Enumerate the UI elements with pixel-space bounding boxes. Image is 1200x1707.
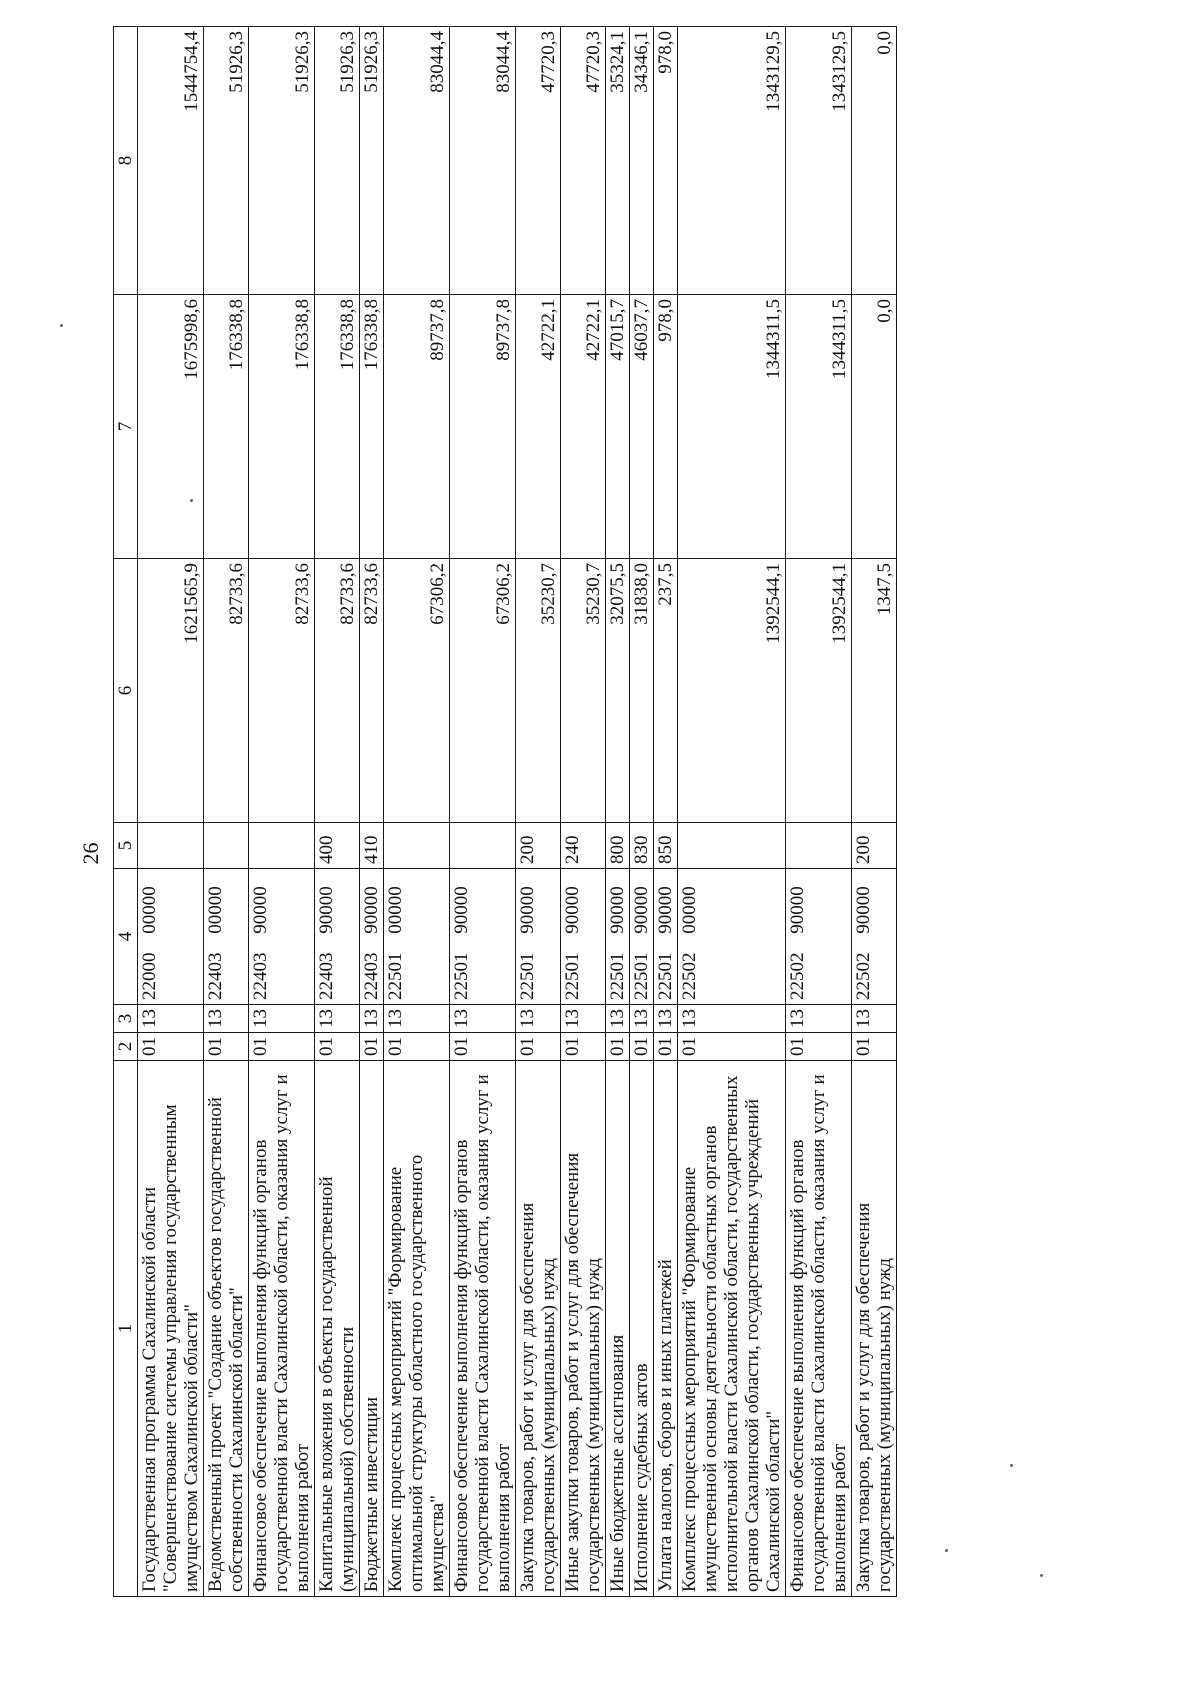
amount-col7-cell: 89737,8 <box>384 295 450 559</box>
row-name-cell: Иные бюджетные ассигнования <box>606 1061 630 1597</box>
row-name-cell: Финансовое обеспечение выполнения функций органов государственной власти Сахалинской области, оказания услуг и выполнения работ <box>786 1061 852 1597</box>
column-header: 7 <box>114 295 138 559</box>
amount-col7-cell: 89737,8 <box>450 295 516 559</box>
table-row <box>450 27 516 1597</box>
amount-col6-cell: 1347,5 <box>852 559 897 823</box>
section-code-cell: 01 <box>204 1033 249 1061</box>
target-article-cell: 22403 00000 <box>204 869 249 1005</box>
subsection-code-cell: 13 <box>852 1005 897 1033</box>
target-article-cell: 22501 90000 <box>606 869 630 1005</box>
expense-type-cell: 830 <box>630 823 654 869</box>
section-code-cell: 01 <box>249 1033 315 1061</box>
row-name-cell: Финансовое обеспечение выполнения функций органов государственной власти Сахалинской области, оказания услуг и выполнения работ <box>450 1061 516 1597</box>
amount-col8-cell: 1544754,4 <box>138 27 204 295</box>
subsection-code-cell: 13 <box>384 1005 450 1033</box>
amount-col7-cell: 978,0 <box>654 295 678 559</box>
amount-col8-cell: 51926,3 <box>249 27 315 295</box>
target-article-cell: 22403 90000 <box>360 869 384 1005</box>
section-code-cell: 01 <box>654 1033 678 1061</box>
amount-col8-cell: 51926,3 <box>360 27 384 295</box>
section-code-cell: 01 <box>360 1033 384 1061</box>
scan-speck <box>1010 1464 1013 1467</box>
expense-type-cell: 200 <box>516 823 561 869</box>
section-code-cell: 01 <box>138 1033 204 1061</box>
scan-speck <box>1040 1574 1043 1577</box>
expense-type-cell: 410 <box>360 823 384 869</box>
amount-col7-cell: 1344311,5 <box>678 295 786 559</box>
column-header: 8 <box>114 27 138 295</box>
row-name-cell: Комплекс процессных мероприятий "Формирование оптимальной структуры областного государственного имущества" <box>384 1061 450 1597</box>
target-article-cell: 22403 90000 <box>249 869 315 1005</box>
scan-speck <box>190 499 193 502</box>
table-row <box>516 27 561 1597</box>
amount-col7-cell: 46037,7 <box>630 295 654 559</box>
table-row <box>249 27 315 1597</box>
amount-col7-cell: 176338,8 <box>315 295 360 559</box>
column-header: 6 <box>114 559 138 823</box>
amount-col6-cell: 82733,6 <box>204 559 249 823</box>
expense-type-cell: 400 <box>315 823 360 869</box>
expense-type-cell <box>138 823 204 869</box>
table-row <box>138 27 204 1597</box>
table-header-row <box>114 27 138 1597</box>
amount-col7-cell: 176338,8 <box>204 295 249 559</box>
amount-col6-cell: 67306,2 <box>450 559 516 823</box>
amount-col8-cell: 1343129,5 <box>786 27 852 295</box>
expense-type-cell: 800 <box>606 823 630 869</box>
column-header: 2 <box>114 1033 138 1061</box>
amount-col8-cell: 978,0 <box>654 27 678 295</box>
table-row <box>360 27 384 1597</box>
subsection-code-cell: 13 <box>606 1005 630 1033</box>
target-article-cell: 22501 90000 <box>450 869 516 1005</box>
scan-speck <box>945 1549 948 1552</box>
section-code-cell: 01 <box>315 1033 360 1061</box>
table-row <box>384 27 450 1597</box>
expense-type-cell <box>204 823 249 869</box>
expense-type-cell <box>384 823 450 869</box>
expense-type-cell <box>249 823 315 869</box>
subsection-code-cell: 13 <box>678 1005 786 1033</box>
section-code-cell: 01 <box>786 1033 852 1061</box>
amount-col6-cell: 32075,5 <box>606 559 630 823</box>
expense-type-cell <box>450 823 516 869</box>
amount-col7-cell: 1675998,6 <box>138 295 204 559</box>
table-body <box>138 27 897 1597</box>
amount-col6-cell: 1621565,9 <box>138 559 204 823</box>
amount-col7-cell: 0,0 <box>852 295 897 559</box>
table-row <box>654 27 678 1597</box>
amount-col8-cell: 47720,3 <box>516 27 561 295</box>
table-row <box>852 27 897 1597</box>
subsection-code-cell: 13 <box>315 1005 360 1033</box>
section-code-cell: 01 <box>678 1033 786 1061</box>
amount-col6-cell: 1392544,1 <box>678 559 786 823</box>
row-name-cell: Уплата налогов, сборов и иных платежей <box>654 1061 678 1597</box>
target-article-cell: 22000 00000 <box>138 869 204 1005</box>
amount-col8-cell: 51926,3 <box>315 27 360 295</box>
amount-col7-cell: 176338,8 <box>249 295 315 559</box>
table-row <box>561 27 606 1597</box>
row-name-cell: Финансовое обеспечение выполнения функций органов государственной власти Сахалинской области, оказания услуг и выполнения работ <box>249 1061 315 1597</box>
row-name-cell: Закупка товаров, работ и услуг для обеспечения государственных (муниципальных) нужд <box>852 1061 897 1597</box>
page-number: 26 <box>78 842 103 865</box>
row-name-cell: Бюджетные инвестиции <box>360 1061 384 1597</box>
section-code-cell: 01 <box>630 1033 654 1061</box>
budget-table <box>113 26 897 1597</box>
section-code-cell: 01 <box>384 1033 450 1061</box>
row-name-cell: Исполнение судебных актов <box>630 1061 654 1597</box>
row-name-cell: Иные закупки товаров, работ и услуг для обеспечения государственных (муниципальных) нужд <box>561 1061 606 1597</box>
row-name-cell: Комплекс процессных мероприятий "Формирование имущественной основы деятельности областных органов исполнительной власти Сахалинской области, государственных органов Сахалинской области, государственных учреждений Сахалинской области" <box>678 1061 786 1597</box>
amount-col8-cell: 83044,4 <box>450 27 516 295</box>
amount-col6-cell: 237,5 <box>654 559 678 823</box>
amount-col6-cell: 82733,6 <box>315 559 360 823</box>
subsection-code-cell: 13 <box>450 1005 516 1033</box>
amount-col8-cell: 0,0 <box>852 27 897 295</box>
target-article-cell: 22501 90000 <box>561 869 606 1005</box>
section-code-cell: 01 <box>852 1033 897 1061</box>
amount-col8-cell: 35324,1 <box>606 27 630 295</box>
table-row <box>678 27 786 1597</box>
subsection-code-cell: 13 <box>786 1005 852 1033</box>
amount-col6-cell: 1392544,1 <box>786 559 852 823</box>
expense-type-cell <box>786 823 852 869</box>
target-article-cell: 22501 90000 <box>516 869 561 1005</box>
amount-col8-cell: 51926,3 <box>204 27 249 295</box>
table-row <box>315 27 360 1597</box>
target-article-cell: 22501 90000 <box>630 869 654 1005</box>
row-name-cell: Государственная программа Сахалинской области "Совершенствование системы управления государственным имуществом Сахалинской области" <box>138 1061 204 1597</box>
subsection-code-cell: 13 <box>249 1005 315 1033</box>
row-name-cell: Капитальные вложения в объекты государственной (муниципальной) собственности <box>315 1061 360 1597</box>
amount-col6-cell: 82733,6 <box>249 559 315 823</box>
amount-col7-cell: 47015,7 <box>606 295 630 559</box>
row-name-cell: Закупка товаров, работ и услуг для обеспечения государственных (муниципальных) нужд <box>516 1061 561 1597</box>
amount-col6-cell: 35230,7 <box>561 559 606 823</box>
subsection-code-cell: 13 <box>654 1005 678 1033</box>
subsection-code-cell: 13 <box>561 1005 606 1033</box>
subsection-code-cell: 13 <box>630 1005 654 1033</box>
column-header: 4 <box>114 869 138 1005</box>
section-code-cell: 01 <box>516 1033 561 1061</box>
table-row <box>606 27 630 1597</box>
expense-type-cell: 850 <box>654 823 678 869</box>
section-code-cell: 01 <box>561 1033 606 1061</box>
table-row <box>630 27 654 1597</box>
amount-col6-cell: 35230,7 <box>516 559 561 823</box>
target-article-cell: 22502 00000 <box>678 869 786 1005</box>
amount-col8-cell: 83044,4 <box>384 27 450 295</box>
amount-col8-cell: 47720,3 <box>561 27 606 295</box>
expense-type-cell <box>678 823 786 869</box>
column-header: 1 <box>114 1061 138 1597</box>
target-article-cell: 22501 00000 <box>384 869 450 1005</box>
amount-col7-cell: 1344311,5 <box>786 295 852 559</box>
amount-col6-cell: 82733,6 <box>360 559 384 823</box>
target-article-cell: 22501 90000 <box>654 869 678 1005</box>
amount-col8-cell: 1343129,5 <box>678 27 786 295</box>
subsection-code-cell: 13 <box>516 1005 561 1033</box>
target-article-cell: 22502 90000 <box>852 869 897 1005</box>
table-row <box>204 27 249 1597</box>
amount-col7-cell: 176338,8 <box>360 295 384 559</box>
scan-speck <box>60 324 63 327</box>
row-name-cell: Ведомственный проект "Создание объектов государственной собственности Сахалинской области" <box>204 1061 249 1597</box>
section-code-cell: 01 <box>606 1033 630 1061</box>
subsection-code-cell: 13 <box>204 1005 249 1033</box>
amount-col8-cell: 34346,1 <box>630 27 654 295</box>
target-article-cell: 22502 90000 <box>786 869 852 1005</box>
subsection-code-cell: 13 <box>138 1005 204 1033</box>
column-header: 3 <box>114 1005 138 1033</box>
column-header: 5 <box>114 823 138 869</box>
target-article-cell: 22403 90000 <box>315 869 360 1005</box>
expense-type-cell: 200 <box>852 823 897 869</box>
amount-col6-cell: 67306,2 <box>384 559 450 823</box>
amount-col6-cell: 31838,0 <box>630 559 654 823</box>
amount-col7-cell: 42722,1 <box>516 295 561 559</box>
subsection-code-cell: 13 <box>360 1005 384 1033</box>
amount-col7-cell: 42722,1 <box>561 295 606 559</box>
section-code-cell: 01 <box>450 1033 516 1061</box>
table-row <box>786 27 852 1597</box>
expense-type-cell: 240 <box>561 823 606 869</box>
